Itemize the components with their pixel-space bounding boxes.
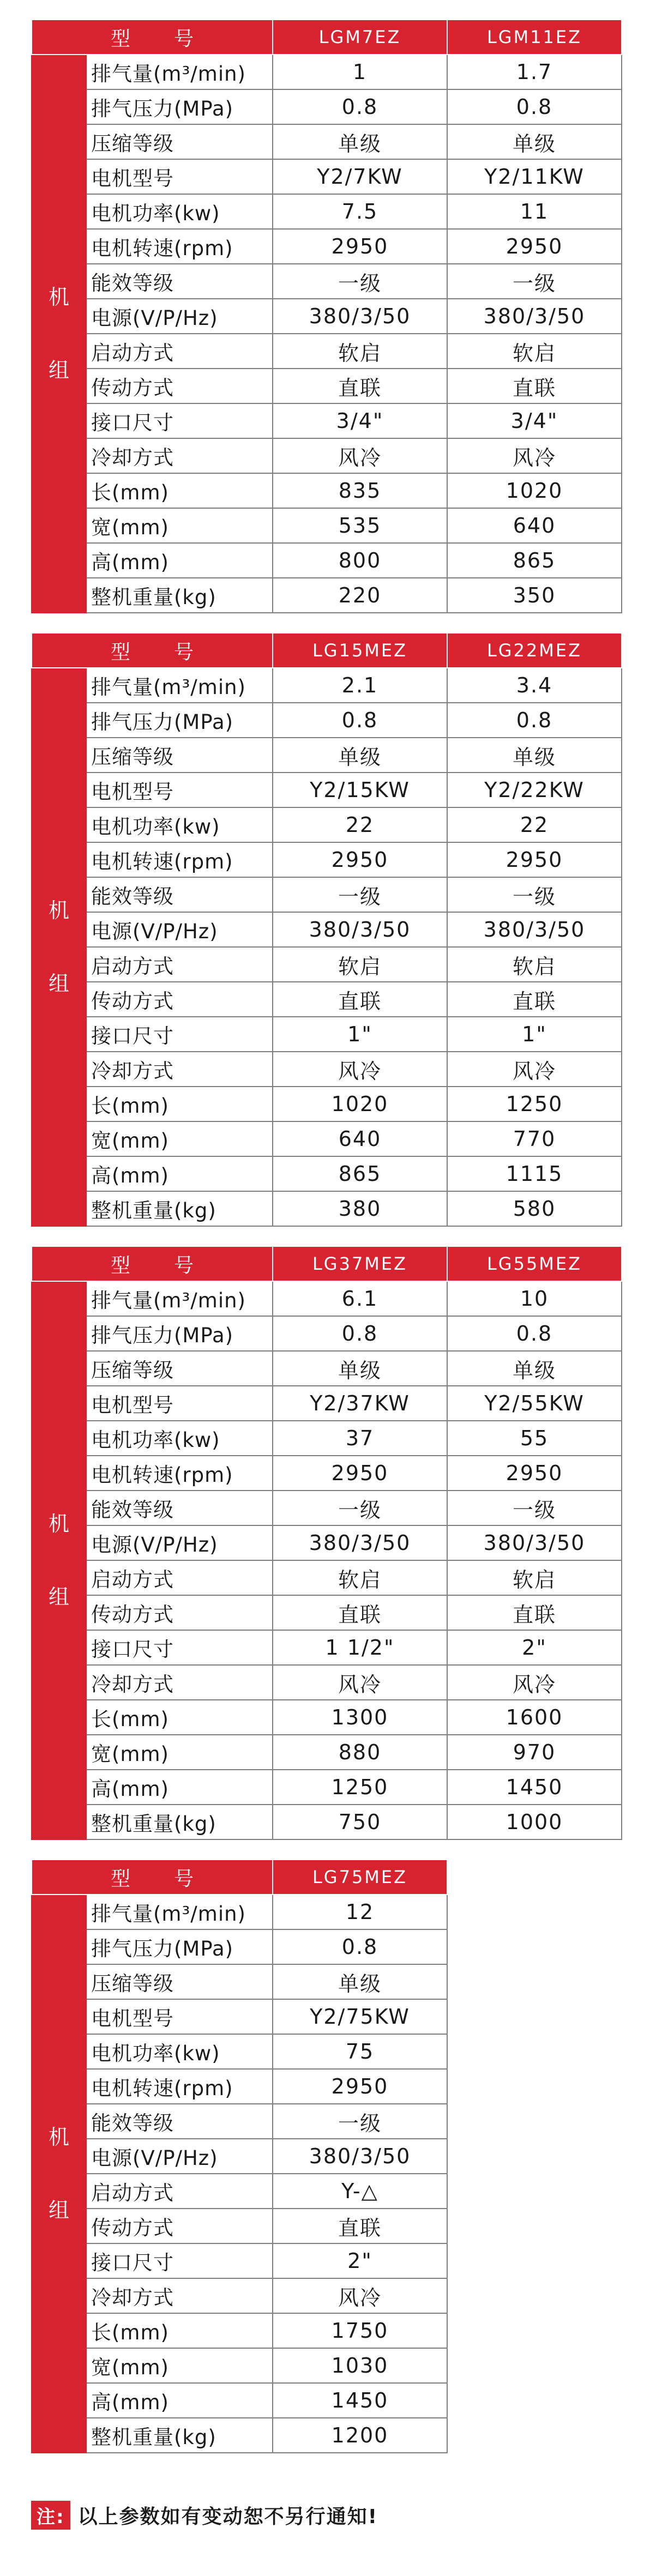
spec-value: 380/3/50 <box>273 2139 447 2174</box>
spec-value: 一级 <box>273 877 447 912</box>
spec-value: 580 <box>447 1191 622 1226</box>
table-row <box>32 2069 447 2104</box>
spec-value: Y2/11KW <box>447 159 622 194</box>
group-char: 机 <box>48 898 69 922</box>
spec-value: 800 <box>273 543 447 578</box>
spec-value: 10 <box>447 1281 622 1316</box>
spec-value: 直联 <box>273 982 447 1017</box>
spec-value: 单级 <box>273 124 447 159</box>
table-row <box>32 877 622 912</box>
table-row <box>32 2243 447 2278</box>
spec-value: 单级 <box>273 738 447 773</box>
spec-value: 一级 <box>273 264 447 299</box>
spec-value: 1020 <box>447 473 622 508</box>
table-row <box>32 1456 622 1491</box>
table-row <box>32 2034 447 2069</box>
param-label: 整机重量(kg) <box>86 578 273 613</box>
table-row <box>32 438 622 473</box>
model-name: LGM11EZ <box>447 20 622 55</box>
spec-value: 直联 <box>273 2209 447 2243</box>
spec-value: 12 <box>273 1895 447 1929</box>
header-row <box>32 20 622 55</box>
table-row <box>32 229 622 264</box>
spec-value: 75 <box>273 2034 447 2069</box>
unit-group-label <box>32 1895 86 2453</box>
param-label: 排气压力(MPa) <box>86 1929 273 1964</box>
table-row <box>32 1665 622 1700</box>
spec-value: 640 <box>273 1121 447 1156</box>
spec-value: 0.8 <box>273 1316 447 1351</box>
param-label: 电源(V/P/Hz) <box>86 299 273 334</box>
header-row <box>32 1246 622 1281</box>
spec-value: 380/3/50 <box>273 299 447 334</box>
spec-value: 3.4 <box>447 668 622 703</box>
spec-table-3 <box>31 1246 622 1840</box>
group-char: 组 <box>48 358 69 382</box>
spec-value: 一级 <box>273 2104 447 2139</box>
spec-value: 1250 <box>273 1770 447 1805</box>
spec-value: 风冷 <box>447 1665 622 1700</box>
unit-group-label <box>32 1281 86 1839</box>
table-row <box>32 703 622 738</box>
table-row <box>32 2104 447 2139</box>
param-label: 电机功率(kw) <box>86 1421 273 1456</box>
param-label: 压缩等级 <box>86 1351 273 1386</box>
param-label: 排气压力(MPa) <box>86 89 273 124</box>
spec-value: 6.1 <box>273 1281 447 1316</box>
spec-value: 2950 <box>273 2069 447 2104</box>
table-row <box>32 773 622 807</box>
param-label: 长(mm) <box>86 1700 273 1735</box>
param-label: 接口尺寸 <box>86 403 273 438</box>
spec-table-4 <box>31 1859 448 2453</box>
spec-value: 865 <box>447 543 622 578</box>
spec-value: 1020 <box>273 1087 447 1121</box>
unit-group-label <box>32 55 86 613</box>
spec-value: 一级 <box>273 1491 447 1525</box>
param-label: 宽(mm) <box>86 2348 273 2383</box>
spec-value: 1 <box>273 55 447 89</box>
param-label: 传动方式 <box>86 1595 273 1630</box>
table-row <box>32 2139 447 2174</box>
spec-value: 11 <box>447 194 622 229</box>
spec-value: 直联 <box>273 1595 447 1630</box>
note-text: 以上参数如有变动恕不另行通知! <box>77 2505 378 2528</box>
spec-value: 380/3/50 <box>273 912 447 947</box>
param-label: 电机型号 <box>86 159 273 194</box>
param-label: 能效等级 <box>86 1491 273 1525</box>
spec-value: 风冷 <box>447 1052 622 1087</box>
spec-value: 2950 <box>447 842 622 877</box>
param-label: 电机转速(rpm) <box>86 229 273 264</box>
param-label: 整机重量(kg) <box>86 1191 273 1226</box>
spec-value: Y2/22KW <box>447 773 622 807</box>
table-row <box>32 807 622 842</box>
spec-value: 7.5 <box>273 194 447 229</box>
param-label: 电机型号 <box>86 1999 273 2034</box>
spec-value: 单级 <box>447 1351 622 1386</box>
param-label: 长(mm) <box>86 2313 273 2348</box>
group-char: 机 <box>48 285 69 309</box>
spec-value: 2.1 <box>273 668 447 703</box>
spec-value: 直联 <box>447 982 622 1017</box>
spec-value: 1750 <box>273 2313 447 2348</box>
spec-value: 1300 <box>273 1700 447 1735</box>
group-char: 组 <box>48 1585 69 1609</box>
table-row <box>32 2313 447 2348</box>
table-row <box>32 1087 622 1121</box>
table-row <box>32 1421 622 1456</box>
spec-value: 0.8 <box>447 89 622 124</box>
table-row <box>32 264 622 299</box>
param-label: 高(mm) <box>86 2383 273 2418</box>
param-label: 宽(mm) <box>86 1735 273 1770</box>
param-label: 压缩等级 <box>86 738 273 773</box>
param-label: 冷却方式 <box>86 1052 273 1087</box>
spec-value: Y-△ <box>273 2174 447 2209</box>
model-name: LG37MEZ <box>273 1246 447 1281</box>
spec-value: 380 <box>273 1191 447 1226</box>
table-row <box>32 194 622 229</box>
spec-value: 3/4" <box>273 403 447 438</box>
spec-value: 2950 <box>447 1456 622 1491</box>
model-name: LG15MEZ <box>273 633 447 668</box>
spec-value: 2950 <box>273 1456 447 1491</box>
group-char: 机 <box>48 2125 69 2149</box>
spec-value: 55 <box>447 1421 622 1456</box>
table-row <box>32 1735 622 1770</box>
spec-value: 380/3/50 <box>447 1525 622 1560</box>
spec-value: 软启 <box>447 1560 622 1595</box>
spec-value: 风冷 <box>273 1665 447 1700</box>
table-row <box>32 334 622 369</box>
table-row <box>32 1525 622 1560</box>
param-label: 电机功率(kw) <box>86 194 273 229</box>
spec-value: 1.7 <box>447 55 622 89</box>
param-label: 压缩等级 <box>86 1964 273 1999</box>
table-row <box>32 1017 622 1052</box>
table-row <box>32 299 622 334</box>
table-row <box>32 1316 622 1351</box>
table-row <box>32 1895 447 1929</box>
param-label: 电机功率(kw) <box>86 2034 273 2069</box>
spec-value: 直联 <box>447 369 622 403</box>
spec-value: 1115 <box>447 1156 622 1191</box>
table-row <box>32 982 622 1017</box>
spec-value: 865 <box>273 1156 447 1191</box>
spec-value: 软启 <box>273 334 447 369</box>
param-label: 传动方式 <box>86 2209 273 2243</box>
param-label: 能效等级 <box>86 877 273 912</box>
spec-value: 0.8 <box>273 1929 447 1964</box>
spec-value: 880 <box>273 1735 447 1770</box>
spec-value: 1 1/2" <box>273 1630 447 1665</box>
model-header-label: 型 号 <box>32 1860 273 1895</box>
param-label: 接口尺寸 <box>86 1017 273 1052</box>
param-label: 电机型号 <box>86 773 273 807</box>
spec-value: 1" <box>273 1017 447 1052</box>
param-label: 高(mm) <box>86 1770 273 1805</box>
spec-value: Y2/37KW <box>273 1386 447 1421</box>
table-row <box>32 1351 622 1386</box>
spec-value: 0.8 <box>447 1316 622 1351</box>
model-name: LGM7EZ <box>273 20 447 55</box>
param-label: 宽(mm) <box>86 508 273 543</box>
param-label: 传动方式 <box>86 982 273 1017</box>
spec-value: 22 <box>273 807 447 842</box>
spec-value: 1250 <box>447 1087 622 1121</box>
spec-value: 软启 <box>447 947 622 982</box>
spec-value: 一级 <box>447 264 622 299</box>
table-row <box>32 543 622 578</box>
table-row <box>32 1491 622 1525</box>
spec-value: 2950 <box>273 229 447 264</box>
spec-value: 2950 <box>273 842 447 877</box>
table-row <box>32 668 622 703</box>
spec-value: 640 <box>447 508 622 543</box>
model-header-label: 型 号 <box>32 1246 273 1281</box>
spec-value: 970 <box>447 1735 622 1770</box>
spec-value: 0.8 <box>273 703 447 738</box>
spec-value: 350 <box>447 578 622 613</box>
spec-value: 风冷 <box>447 438 622 473</box>
spec-value: 风冷 <box>273 438 447 473</box>
spec-value: 380/3/50 <box>447 299 622 334</box>
spec-value: 软启 <box>447 334 622 369</box>
table-row <box>32 159 622 194</box>
param-label: 启动方式 <box>86 1560 273 1595</box>
spec-value: 软启 <box>273 1560 447 1595</box>
table-row <box>32 55 622 89</box>
param-label: 启动方式 <box>86 2174 273 2209</box>
unit-group-label <box>32 668 86 1226</box>
spec-value: 3/4" <box>447 403 622 438</box>
table-row <box>32 1121 622 1156</box>
spec-value: 1450 <box>447 1770 622 1805</box>
table-row <box>32 2418 447 2453</box>
footnote <box>31 2499 378 2531</box>
spec-value: 750 <box>273 1805 447 1839</box>
param-label: 电机转速(rpm) <box>86 2069 273 2104</box>
table-row <box>32 842 622 877</box>
model-name: LG75MEZ <box>273 1860 447 1895</box>
spec-value: 770 <box>447 1121 622 1156</box>
header-row <box>32 1860 447 1895</box>
spec-value: 风冷 <box>273 1052 447 1087</box>
table-row <box>32 1052 622 1087</box>
param-label: 电源(V/P/Hz) <box>86 1525 273 1560</box>
table-row <box>32 1700 622 1735</box>
table-row <box>32 1770 622 1805</box>
param-label: 启动方式 <box>86 947 273 982</box>
model-header-label: 型 号 <box>32 20 273 55</box>
table-row <box>32 1964 447 1999</box>
table-row <box>32 124 622 159</box>
param-label: 长(mm) <box>86 1087 273 1121</box>
param-label: 排气量(m³/min) <box>86 1895 273 1929</box>
spec-value: 单级 <box>447 124 622 159</box>
spec-value: 0.8 <box>273 89 447 124</box>
spec-value: 单级 <box>447 738 622 773</box>
group-char: 组 <box>48 972 69 996</box>
param-label: 冷却方式 <box>86 438 273 473</box>
table-row <box>32 1630 622 1665</box>
model-name: LG22MEZ <box>447 633 622 668</box>
param-label: 压缩等级 <box>86 124 273 159</box>
spec-value: 单级 <box>273 1351 447 1386</box>
param-label: 电机功率(kw) <box>86 807 273 842</box>
spec-value: 直联 <box>447 1595 622 1630</box>
table-row <box>32 2278 447 2313</box>
spec-value: 535 <box>273 508 447 543</box>
param-label: 电机转速(rpm) <box>86 1456 273 1491</box>
table-row <box>32 1560 622 1595</box>
table-row <box>32 369 622 403</box>
spec-value: 1450 <box>273 2383 447 2418</box>
param-label: 长(mm) <box>86 473 273 508</box>
param-label: 传动方式 <box>86 369 273 403</box>
table-row <box>32 578 622 613</box>
param-label: 整机重量(kg) <box>86 2418 273 2453</box>
header-row <box>32 633 622 668</box>
model-header-label: 型 号 <box>32 633 273 668</box>
param-label: 电源(V/P/Hz) <box>86 912 273 947</box>
param-label: 电机转速(rpm) <box>86 842 273 877</box>
param-label: 排气量(m³/min) <box>86 1281 273 1316</box>
group-char: 机 <box>48 1512 69 1536</box>
param-label: 排气压力(MPa) <box>86 1316 273 1351</box>
param-label: 排气压力(MPa) <box>86 703 273 738</box>
spec-value: 软启 <box>273 947 447 982</box>
spec-value: 1200 <box>273 2418 447 2453</box>
param-label: 排气量(m³/min) <box>86 668 273 703</box>
param-label: 电源(V/P/Hz) <box>86 2139 273 2174</box>
param-label: 冷却方式 <box>86 1665 273 1700</box>
param-label: 接口尺寸 <box>86 1630 273 1665</box>
spec-value: 2" <box>447 1630 622 1665</box>
table-row <box>32 1156 622 1191</box>
spec-value: 风冷 <box>273 2278 447 2313</box>
table-row <box>32 947 622 982</box>
spec-value: 2950 <box>447 229 622 264</box>
table-row <box>32 473 622 508</box>
spec-value: 1030 <box>273 2348 447 2383</box>
table-row <box>32 2348 447 2383</box>
spec-value: Y2/75KW <box>273 1999 447 2034</box>
spec-value: 380/3/50 <box>447 912 622 947</box>
spec-value: 一级 <box>447 1491 622 1525</box>
spec-table-2 <box>31 632 622 1227</box>
model-name: LG55MEZ <box>447 1246 622 1281</box>
spec-value: 835 <box>273 473 447 508</box>
group-char: 组 <box>48 2198 69 2222</box>
table-row <box>32 2209 447 2243</box>
spec-value: 0.8 <box>447 703 622 738</box>
table-row <box>32 1999 447 2034</box>
param-label: 高(mm) <box>86 543 273 578</box>
table-row <box>32 2383 447 2418</box>
spec-value: Y2/55KW <box>447 1386 622 1421</box>
note-tag: 注: <box>31 2501 70 2530</box>
spec-value: 1600 <box>447 1700 622 1735</box>
spec-value: 220 <box>273 578 447 613</box>
table-row <box>32 738 622 773</box>
param-label: 排气量(m³/min) <box>86 55 273 89</box>
param-label: 高(mm) <box>86 1156 273 1191</box>
param-label: 能效等级 <box>86 264 273 299</box>
spec-value: 直联 <box>273 369 447 403</box>
table-row <box>32 508 622 543</box>
spec-value: 1000 <box>447 1805 622 1839</box>
spec-value: 37 <box>273 1421 447 1456</box>
spec-value: 一级 <box>447 877 622 912</box>
table-row <box>32 2174 447 2209</box>
table-row <box>32 89 622 124</box>
spec-value: 2" <box>273 2243 447 2278</box>
spec-table-1 <box>31 19 622 613</box>
table-row <box>32 1281 622 1316</box>
param-label: 整机重量(kg) <box>86 1805 273 1839</box>
param-label: 启动方式 <box>86 334 273 369</box>
table-row <box>32 1386 622 1421</box>
spec-value: Y2/15KW <box>273 773 447 807</box>
param-label: 冷却方式 <box>86 2278 273 2313</box>
table-row <box>32 1595 622 1630</box>
table-row <box>32 1929 447 1964</box>
table-row <box>32 403 622 438</box>
param-label: 接口尺寸 <box>86 2243 273 2278</box>
spec-value: 22 <box>447 807 622 842</box>
spec-value: 380/3/50 <box>273 1525 447 1560</box>
table-row <box>32 912 622 947</box>
table-row <box>32 1191 622 1226</box>
param-label: 宽(mm) <box>86 1121 273 1156</box>
spec-value: 单级 <box>273 1964 447 1999</box>
spec-value: 1" <box>447 1017 622 1052</box>
spec-value: Y2/7KW <box>273 159 447 194</box>
table-row <box>32 1805 622 1839</box>
param-label: 电机型号 <box>86 1386 273 1421</box>
param-label: 能效等级 <box>86 2104 273 2139</box>
